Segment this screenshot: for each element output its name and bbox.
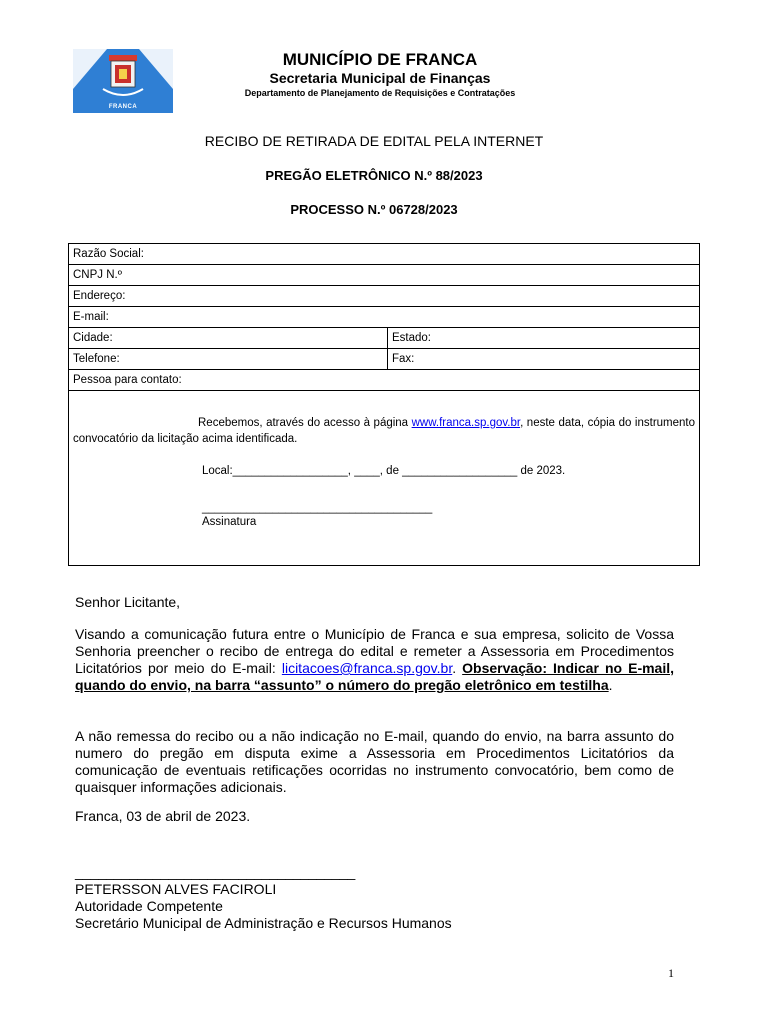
- processo-number: PROCESSO N.º 06728/2023: [290, 202, 458, 217]
- receipt-signature: [73, 501, 695, 529]
- telefone-field[interactable]: Telefone:: [69, 349, 388, 370]
- signature-label: Assinatura: [202, 516, 257, 528]
- signatory-block: [75, 864, 452, 932]
- department-name: Secretaria Municipal de Finanças: [269, 70, 491, 86]
- signature-rule[interactable]: ____________________________________: [202, 502, 433, 514]
- municipality-name: MUNICÍPIO DE FRANCA: [282, 50, 478, 69]
- receipt-statement: [73, 415, 695, 447]
- disclaimer-paragraph: A não remessa do recibo ou a não indicação no E-mail, quando do envio, na barra assunto do numero do pregão em disputa exime a Assessoria em Procedimentos Licitatórios da comunicação de eventuais retificações ocorridas no instrumento convocatório, bem como de quaisquer informações adicionais.: [75, 728, 674, 795]
- observation-end: .: [608, 677, 613, 693]
- letter-date: Franca, 03 de abril de 2023.: [75, 808, 251, 824]
- signatory-rule: ____________________________________: [75, 864, 356, 880]
- cidade-field[interactable]: Cidade:: [69, 328, 388, 349]
- cnpj-field[interactable]: CNPJ N.º: [69, 265, 700, 286]
- receipt-text-start: Recebemos, através do acesso à página: [198, 417, 412, 429]
- razao-social-field[interactable]: Razão Social:: [69, 244, 700, 265]
- page-number: 1: [668, 966, 674, 980]
- municipal-logo: [73, 49, 173, 113]
- signatory-name: PETERSSON ALVES FACIROLI: [75, 881, 277, 897]
- pregao-number: PREGÃO ELETRÔNICO N.º 88/2023: [265, 168, 483, 183]
- signatory-position: Secretário Municipal de Administração e Recursos Humanos: [75, 915, 452, 931]
- contato-field[interactable]: Pessoa para contato:: [69, 370, 700, 391]
- instruction-end: .: [452, 660, 457, 676]
- receipt-text-end: , neste data, cópia do instrumento convocatório da licitação acima identificada.: [73, 417, 696, 445]
- licitacoes-email-link[interactable]: licitacoes@franca.sp.gov.br: [281, 660, 453, 676]
- instruction-paragraph: [75, 626, 674, 694]
- greeting: Senhor Licitante,: [75, 594, 181, 610]
- logo-text: FRANCA: [108, 104, 138, 110]
- instruction-text: Visando a comunicação futura entre o Município de Franca e sua empresa, solicito de Vossa Senhoria preencher o recibo de entrega do edital e remeter a Assessoria em Procedimentos Licitatórios por meio do E-mail:: [75, 626, 674, 676]
- document-title: RECIBO DE RETIRADA DE EDITAL PELA INTERNET: [204, 133, 544, 149]
- receipt-form: [68, 243, 700, 566]
- endereco-field[interactable]: Endereço:: [69, 286, 700, 307]
- subdepartment-name: Departamento de Planejamento de Requisições e Contratações: [244, 88, 516, 98]
- receipt-box: [69, 391, 700, 566]
- website-link[interactable]: www.franca.sp.gov.br: [411, 417, 521, 429]
- fax-field[interactable]: Fax:: [388, 349, 700, 370]
- estado-field[interactable]: Estado:: [388, 328, 700, 349]
- email-field[interactable]: E-mail:: [69, 307, 700, 328]
- local-date-line[interactable]: Local:__________________, ____, de __________________ de 2023.: [202, 465, 566, 477]
- signatory-role: Autoridade Competente: [75, 898, 223, 914]
- observation-note: Observação: Indicar no E-mail, quando do envio, na barra “assunto” o número do pregão eletrônico em testilha: [75, 660, 675, 693]
